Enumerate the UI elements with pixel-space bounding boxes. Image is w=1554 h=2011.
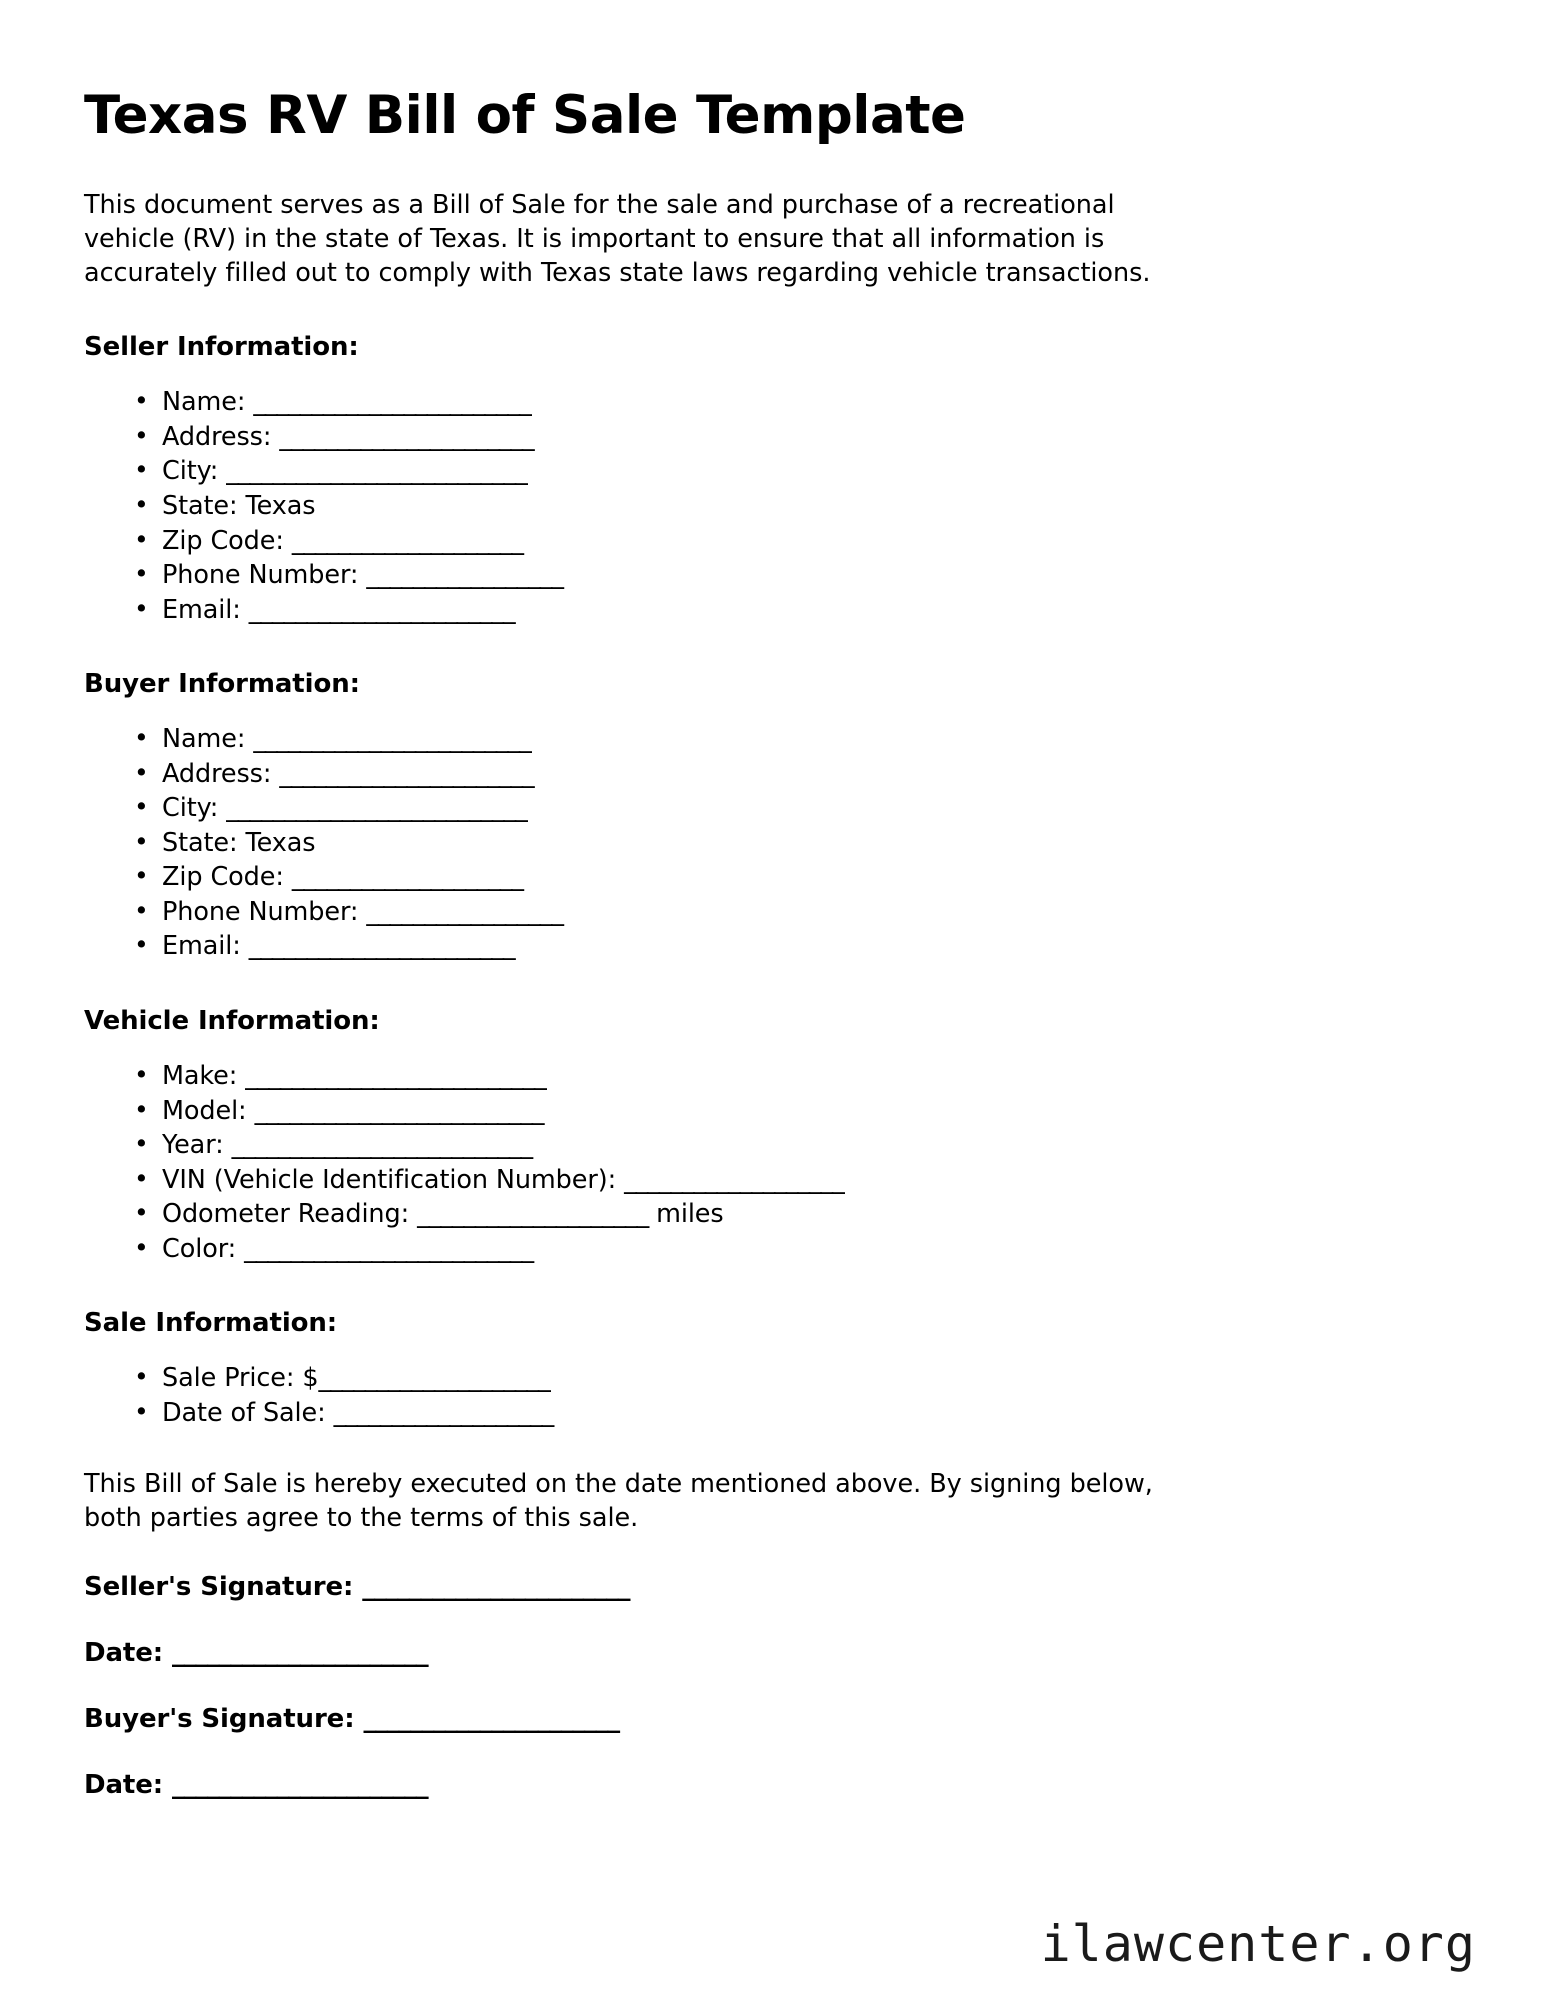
vehicle-field-label: Year: <box>162 1130 232 1161</box>
buyer-field-row <box>130 757 1470 792</box>
buyer-field-label: City: <box>162 793 227 824</box>
buyer-field-row <box>130 929 1470 964</box>
buyer-field-row <box>130 895 1470 930</box>
signature-line <box>84 1770 1470 1800</box>
buyer-field-blank[interactable]: ______________________ <box>279 758 534 789</box>
intro-paragraph: This document serves as a Bill of Sale for the sale and purchase of a recreational vehicle (RV) in the state of Texas. It is important to ensure that all information is accurately filled out to comply with Texas state laws regarding vehicle transactions. <box>84 190 1151 288</box>
buyer-fields-list <box>84 722 1470 964</box>
vehicle-field-label: Model: <box>162 1095 255 1126</box>
sale-field-blank[interactable]: ___________________ <box>333 1397 554 1428</box>
buyer-field-row <box>130 791 1470 826</box>
seller-field-row <box>130 558 1470 593</box>
signature-line <box>84 1638 1470 1668</box>
seller-field-blank[interactable]: __________________________ <box>226 456 527 487</box>
buyer-field-blank[interactable]: ____________________ <box>291 862 523 893</box>
sale-field-label: Date of Sale: <box>162 1397 334 1428</box>
buyer-field-blank[interactable]: ________________________ <box>253 724 531 755</box>
seller-field-label: Phone Number: <box>162 560 367 591</box>
buyer-field-blank[interactable]: __________________________ <box>226 793 527 824</box>
buyer-field-row <box>130 826 1470 861</box>
seller-fields-list <box>84 385 1470 627</box>
seller-field-label: State: Texas <box>162 490 316 521</box>
sale-fields-list <box>84 1361 1470 1430</box>
buyer-field-label: Email: <box>162 931 249 962</box>
buyer-field-label: Zip Code: <box>162 862 292 893</box>
vehicle-field-row <box>130 1094 1470 1129</box>
vehicle-field-suffix: miles <box>648 1199 724 1230</box>
vehicle-field-row <box>130 1128 1470 1163</box>
vehicle-field-row <box>130 1163 1470 1198</box>
vehicle-fields-list <box>84 1059 1470 1266</box>
signature-label: Date: <box>84 1637 173 1668</box>
vehicle-field-blank[interactable]: __________________________ <box>245 1060 546 1091</box>
sale-field-label: Sale Price: $ <box>162 1363 319 1394</box>
site-watermark: ilawcenter.org <box>1040 1915 1476 1973</box>
seller-field-row <box>130 524 1470 559</box>
seller-field-label: City: <box>162 456 227 487</box>
buyer-field-row <box>130 860 1470 895</box>
vehicle-field-label: VIN (Vehicle Identification Number): <box>162 1164 625 1195</box>
seller-field-blank[interactable]: ________________________ <box>253 387 531 418</box>
closing-paragraph: This Bill of Sale is hereby executed on the date mentioned above. By signing below, both parties agree to the terms of this sale. <box>84 1469 1153 1534</box>
seller-field-blank[interactable]: ____________________ <box>291 525 523 556</box>
vehicle-field-label: Odometer Reading: <box>162 1199 418 1230</box>
seller-field-blank[interactable]: _________________ <box>366 560 563 591</box>
vehicle-field-label: Color: <box>162 1233 245 1264</box>
signature-line <box>84 1572 1470 1602</box>
sale-information-heading: Sale Information: <box>84 1308 338 1339</box>
vehicle-field-row <box>130 1059 1470 1094</box>
vehicle-field-row <box>130 1197 1470 1232</box>
page-title: Texas RV Bill of Sale Template <box>84 85 966 146</box>
vehicle-field-blank[interactable]: ____________________ <box>417 1199 649 1230</box>
buyer-field-row <box>130 722 1470 757</box>
buyer-field-label: State: Texas <box>162 827 316 858</box>
sale-field-row <box>130 1361 1470 1396</box>
vehicle-field-row <box>130 1232 1470 1267</box>
vehicle-field-blank[interactable]: __________________________ <box>231 1130 532 1161</box>
seller-field-row <box>130 489 1470 524</box>
signature-blank[interactable]: ______________________ <box>363 1703 619 1734</box>
vehicle-field-blank[interactable]: _________________________ <box>244 1233 533 1264</box>
signature-label: Seller's Signature: <box>84 1571 363 1602</box>
buyer-field-blank[interactable]: _________________ <box>366 896 563 927</box>
seller-field-label: Zip Code: <box>162 525 292 556</box>
buyer-field-label: Phone Number: <box>162 896 367 927</box>
buyer-field-label: Address: <box>162 758 280 789</box>
buyer-field-label: Name: <box>162 724 254 755</box>
seller-field-label: Name: <box>162 387 254 418</box>
seller-field-blank[interactable]: ______________________ <box>279 421 534 452</box>
vehicle-field-label: Make: <box>162 1060 246 1091</box>
signature-block <box>84 1572 1470 1800</box>
seller-information-heading: Seller Information: <box>84 332 359 363</box>
vehicle-field-blank[interactable]: _________________________ <box>254 1095 544 1126</box>
vehicle-field-blank[interactable]: ___________________ <box>624 1164 844 1195</box>
buyer-field-blank[interactable]: _______________________ <box>248 931 515 962</box>
seller-field-label: Email: <box>162 594 249 625</box>
signature-label: Date: <box>84 1769 173 1800</box>
seller-field-row <box>130 454 1470 489</box>
signature-blank[interactable]: ______________________ <box>172 1637 428 1668</box>
sale-field-row <box>130 1396 1470 1431</box>
seller-field-row <box>130 420 1470 455</box>
seller-field-label: Address: <box>162 421 280 452</box>
signature-blank[interactable]: ______________________ <box>172 1769 428 1800</box>
seller-field-row <box>130 593 1470 628</box>
seller-field-row <box>130 385 1470 420</box>
sale-field-blank[interactable]: ____________________ <box>318 1363 550 1394</box>
signature-label: Buyer's Signature: <box>84 1703 364 1734</box>
buyer-information-heading: Buyer Information: <box>84 669 360 700</box>
signature-blank[interactable]: _______________________ <box>362 1571 630 1602</box>
seller-field-blank[interactable]: _______________________ <box>248 594 515 625</box>
signature-line <box>84 1704 1470 1734</box>
vehicle-information-heading: Vehicle Information: <box>84 1005 380 1036</box>
